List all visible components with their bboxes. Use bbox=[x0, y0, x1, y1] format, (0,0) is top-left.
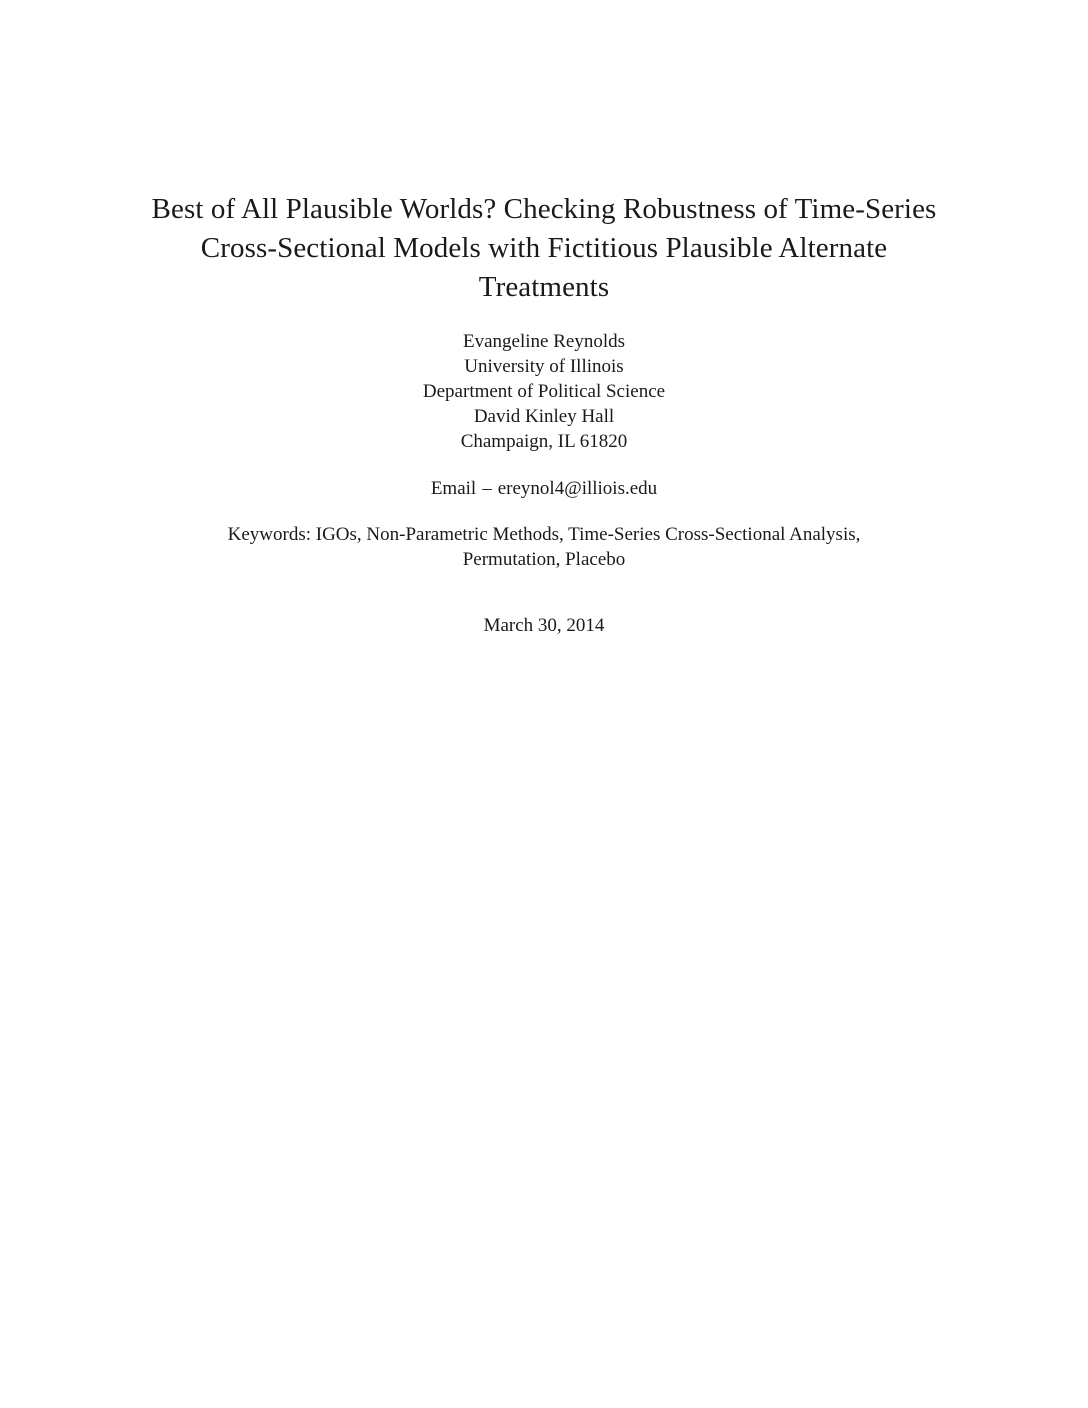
author-city: Champaign, IL 61820 bbox=[460, 431, 628, 452]
keywords-line-2: Permutation, Placebo bbox=[462, 549, 626, 570]
keywords-line-1: Keywords: IGOs, Non-Parametric Methods, Time-Series Cross-Sectional Analysis, bbox=[227, 524, 861, 545]
title-line-2: Cross-Sectional Models with Fictitious Plausible Alternate bbox=[200, 232, 888, 264]
email-separator: – bbox=[482, 478, 492, 499]
keywords bbox=[120, 522, 968, 572]
author-department: Department of Political Science bbox=[422, 381, 666, 402]
author-block bbox=[120, 329, 968, 454]
title-line-1: Best of All Plausible Worlds? Checking Robustness of Time-Series bbox=[151, 193, 937, 225]
paper-date: March 30, 2014 bbox=[483, 615, 605, 636]
author-email bbox=[120, 476, 968, 501]
author-university: University of Illinois bbox=[464, 356, 624, 377]
title-line-3: Treatments bbox=[478, 271, 610, 303]
author-building: David Kinley Hall bbox=[473, 406, 615, 427]
author-name: Evangeline Reynolds bbox=[463, 331, 625, 352]
paper-title bbox=[120, 190, 968, 307]
email-label: Email bbox=[430, 478, 477, 499]
email-address: ereynol4@illiois.edu bbox=[497, 478, 658, 499]
